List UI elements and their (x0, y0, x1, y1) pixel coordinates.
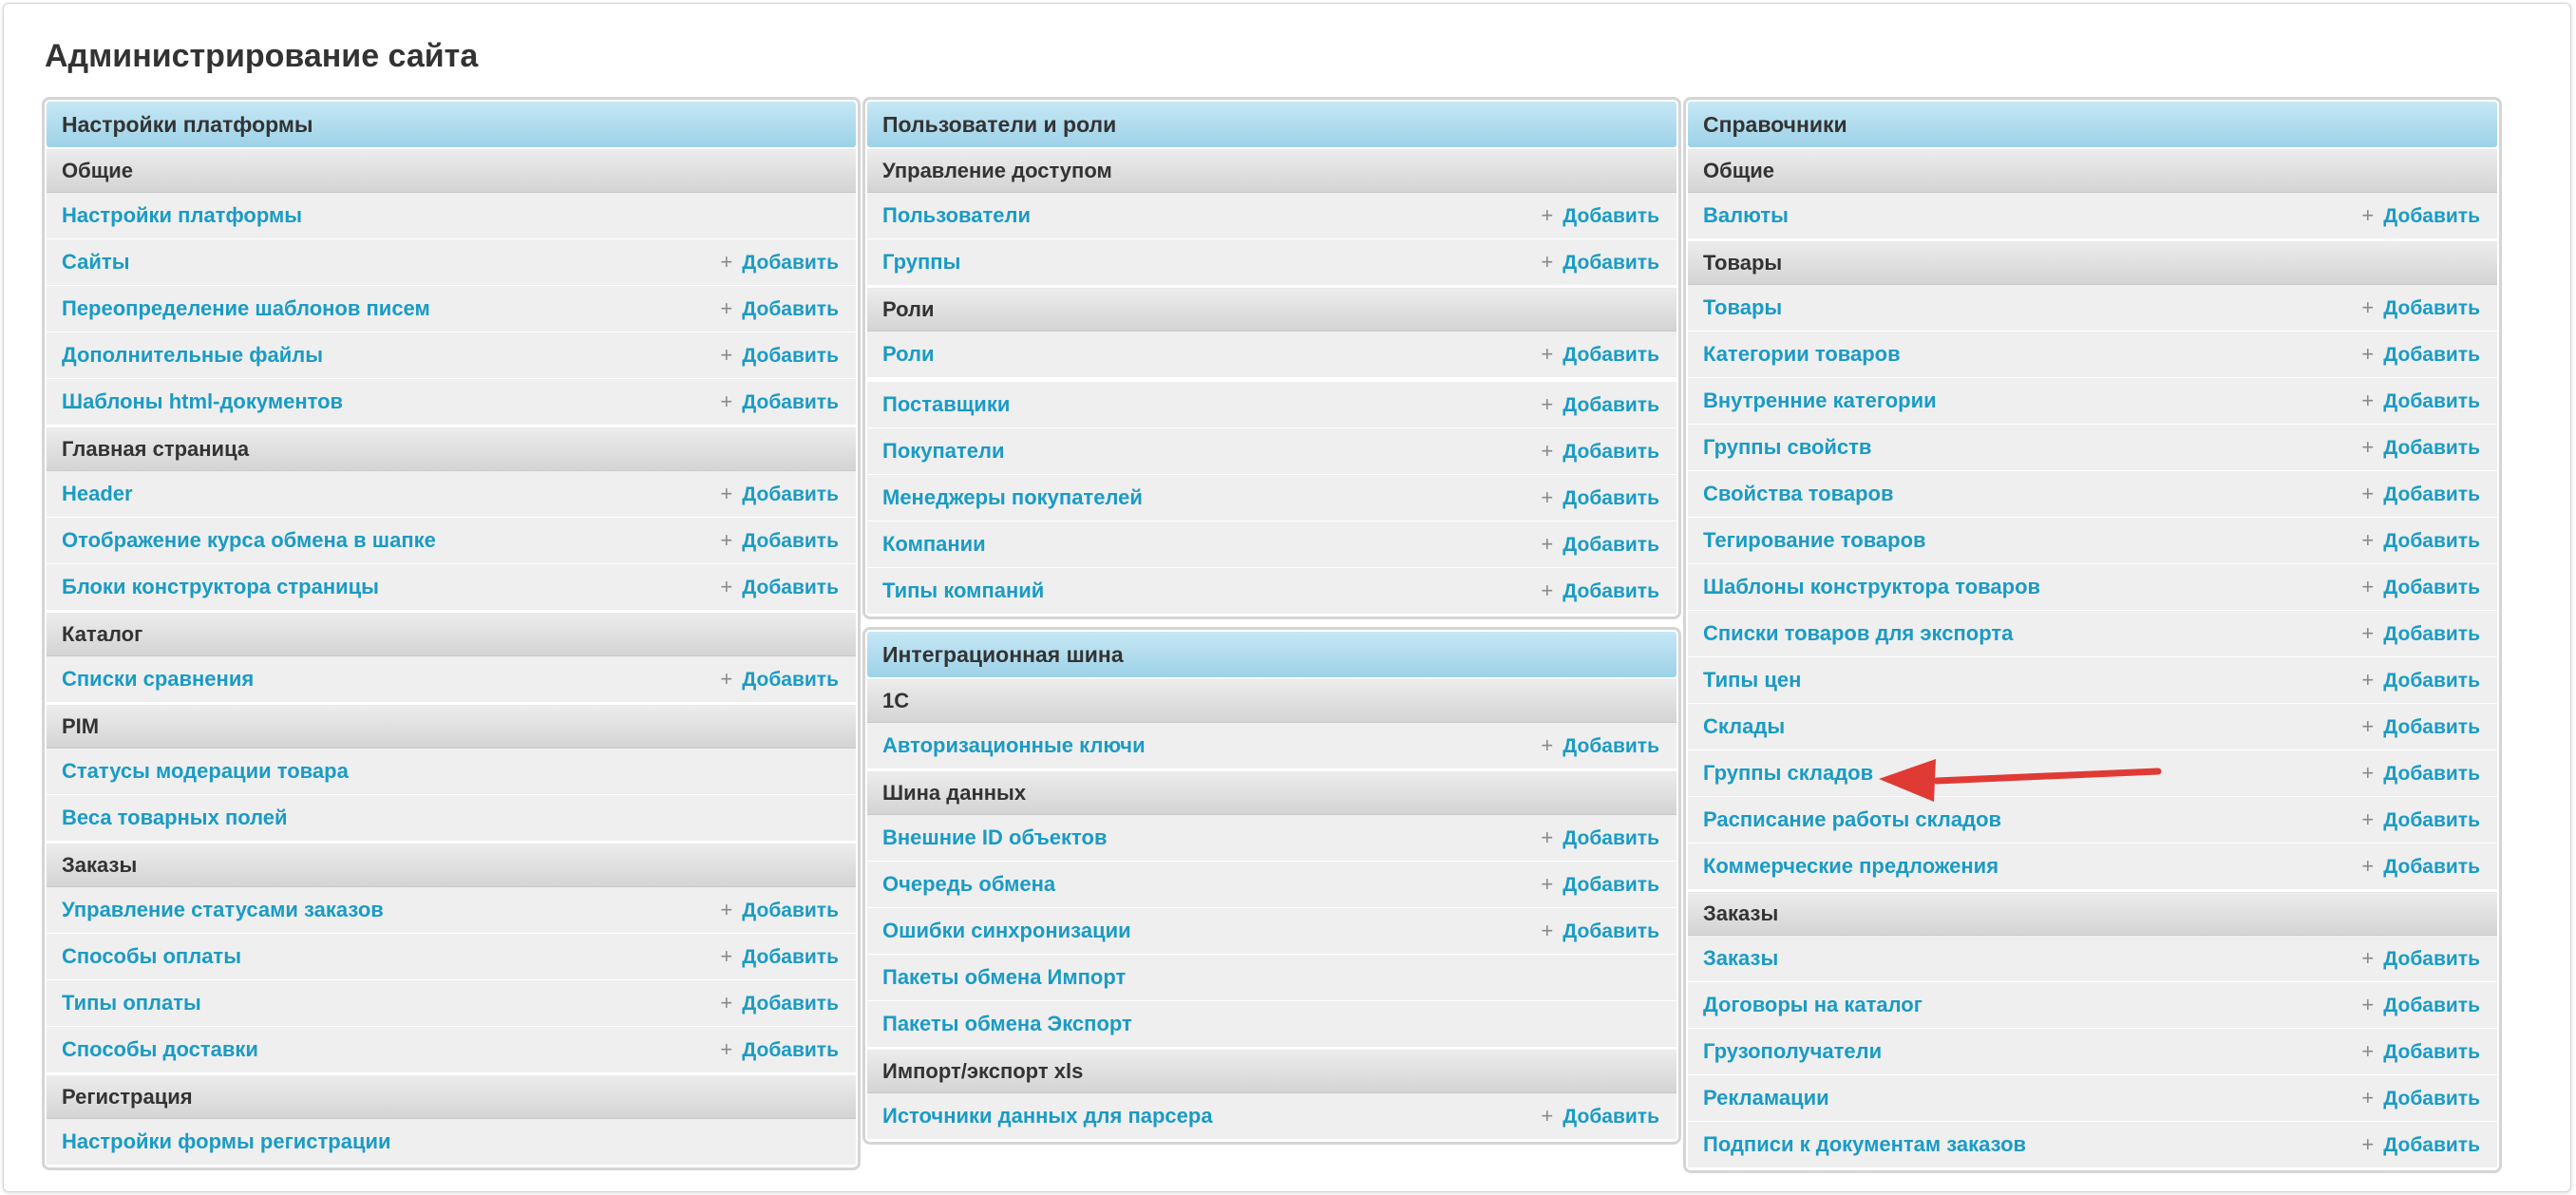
list-item (867, 522, 1676, 568)
plus-icon: + (720, 527, 733, 552)
add-label: Добавить (1563, 734, 1659, 757)
plus-icon: + (1541, 732, 1554, 757)
section-header: Роли (867, 288, 1676, 332)
plus-icon: + (720, 666, 733, 691)
plus-icon: + (720, 342, 733, 367)
add-button[interactable] (720, 564, 839, 611)
list-item (1688, 750, 2497, 797)
add-label: Добавить (2383, 343, 2480, 366)
add-button[interactable] (2361, 378, 2480, 425)
add-label: Добавить (742, 251, 839, 274)
list-item (867, 862, 1676, 908)
list-item (1688, 657, 2497, 704)
item-link-пакеты-обмена-экспорт[interactable]: Пакеты обмена Экспорт (882, 1012, 1132, 1035)
item-link-веса-товарных-полей[interactable]: Веса товарных полей (62, 806, 288, 829)
item-link-типы-компаний[interactable]: Типы компаний (882, 579, 1045, 602)
plus-icon: + (2361, 574, 2375, 598)
list-item (47, 286, 856, 332)
plus-icon: + (2361, 620, 2375, 645)
item-link-внешние-id-объектов[interactable]: Внешние ID объектов (882, 825, 1108, 849)
item-link-тегирование-товаров[interactable]: Тегирование товаров (1703, 528, 1926, 552)
plus-icon: + (720, 481, 733, 505)
list-item (867, 193, 1676, 239)
add-button[interactable] (2361, 704, 2480, 750)
item-link-типы-оплаты[interactable]: Типы оплаты (62, 991, 201, 1015)
add-button[interactable] (720, 656, 839, 703)
add-label: Добавить (2383, 576, 2480, 598)
add-label: Добавить (1563, 486, 1659, 509)
plus-icon: + (720, 249, 733, 274)
item-link-списки-сравнения[interactable]: Списки сравнения (62, 667, 255, 691)
item-link-роли[interactable]: Роли (882, 342, 935, 366)
list-item (1688, 1075, 2497, 1122)
plus-icon: + (2361, 1085, 2375, 1110)
plus-icon: + (2361, 713, 2375, 738)
add-label: Добавить (2383, 994, 2480, 1016)
item-link-отображение-курса-обмена-в-шапке[interactable]: Отображение курса обмена в шапке (62, 528, 436, 552)
add-button[interactable] (1541, 862, 1659, 908)
list-item (867, 382, 1676, 428)
add-label: Добавить (2383, 204, 2480, 227)
add-label: Добавить (2383, 947, 2480, 970)
section-каталог (47, 613, 856, 703)
column-references (1683, 97, 2502, 1181)
add-button[interactable] (1541, 522, 1659, 568)
add-button[interactable] (720, 934, 839, 980)
list-item (47, 934, 856, 980)
list-item (1688, 797, 2497, 844)
add-label: Добавить (2383, 622, 2480, 645)
plus-icon: + (2361, 945, 2375, 970)
list-item (47, 1027, 856, 1073)
section-главная-страница (47, 427, 856, 611)
add-label: Добавить (2383, 436, 2480, 459)
add-button[interactable] (2361, 844, 2480, 890)
column-users-integration (862, 97, 1681, 1152)
section-header: Регистрация (47, 1075, 856, 1119)
list-item (867, 475, 1676, 522)
add-label: Добавить (2383, 669, 2480, 692)
item-link-поставщики[interactable]: Поставщики (882, 392, 1011, 416)
panel-справочники (1683, 97, 2502, 1173)
add-label: Добавить (1563, 826, 1659, 849)
add-label: Добавить (742, 1038, 839, 1061)
item-link-настройки-формы-регистрации[interactable]: Настройки формы регистрации (62, 1129, 391, 1153)
item-link-группы[interactable]: Группы (882, 250, 961, 274)
add-label: Добавить (2383, 855, 2480, 878)
add-label: Добавить (2383, 529, 2480, 552)
add-button[interactable] (2361, 193, 2480, 239)
add-label: Добавить (742, 992, 839, 1015)
add-button[interactable] (1541, 568, 1659, 615)
list-item (47, 1119, 856, 1166)
add-label: Добавить (2383, 296, 2480, 319)
add-button[interactable] (1541, 332, 1659, 378)
add-button[interactable] (2361, 471, 2480, 518)
plus-icon: + (1541, 871, 1554, 896)
add-label: Добавить (2383, 389, 2480, 412)
add-label: Добавить (742, 899, 839, 921)
item-link-грузополучатели[interactable]: Грузополучатели (1703, 1039, 1883, 1063)
item-link-header[interactable]: Header (62, 482, 133, 505)
add-label: Добавить (2383, 808, 2480, 831)
list-item (1688, 518, 2497, 564)
plus-icon: + (720, 897, 733, 921)
plus-icon: + (1541, 484, 1554, 509)
list-item (47, 887, 856, 934)
add-button[interactable] (1541, 475, 1659, 522)
item-link-товары[interactable]: Товары (1703, 295, 1783, 319)
section-регистрация (47, 1075, 856, 1166)
section-header: Главная страница (47, 427, 856, 471)
item-link-подписи-к-документам-заказов[interactable]: Подписи к документам заказов (1703, 1132, 2027, 1156)
add-label: Добавить (1563, 873, 1659, 896)
plus-icon: + (2361, 527, 2375, 552)
item-link-группы-складов[interactable]: Группы складов (1703, 761, 1874, 785)
add-label: Добавить (1563, 251, 1659, 274)
list-item (47, 471, 856, 518)
add-label: Добавить (742, 297, 839, 320)
list-item (1688, 193, 2497, 239)
plus-icon: + (720, 574, 733, 598)
add-button[interactable] (2361, 285, 2480, 332)
plus-icon: + (2361, 1131, 2375, 1156)
plus-icon: + (720, 295, 733, 320)
add-label: Добавить (1563, 920, 1659, 942)
list-item (1688, 425, 2497, 471)
list-item (1688, 844, 2497, 890)
item-link-шаблоны-конструктора-товаров[interactable]: Шаблоны конструктора товаров (1703, 575, 2041, 598)
list-item (47, 239, 856, 286)
add-button[interactable] (1541, 908, 1659, 955)
add-button[interactable] (720, 471, 839, 518)
plus-icon: + (2361, 853, 2375, 878)
section-pim (47, 705, 856, 842)
list-item (47, 749, 856, 795)
panel-header: Пользователи и роли (867, 102, 1676, 147)
add-label: Добавить (742, 668, 839, 691)
item-link-списки-товаров-для-экспорта[interactable]: Списки товаров для экспорта (1703, 621, 2014, 645)
list-item (1688, 936, 2497, 982)
plus-icon: + (1541, 1103, 1554, 1128)
add-label: Добавить (1563, 440, 1659, 463)
plus-icon: + (2361, 806, 2375, 831)
list-item (1688, 704, 2497, 750)
list-item (1688, 611, 2497, 657)
item-link-сайты[interactable]: Сайты (62, 250, 130, 274)
section-header: Заказы (1688, 892, 2497, 936)
section-group (867, 382, 1676, 615)
plus-icon: + (720, 990, 733, 1015)
item-link-ошибки-синхронизации[interactable]: Ошибки синхронизации (882, 919, 1131, 942)
section-header: PIM (47, 705, 856, 749)
section-роли (867, 288, 1676, 378)
panel-header: Интеграционная шина (867, 632, 1676, 677)
item-link-шаблоны-html-документов[interactable]: Шаблоны html-документов (62, 389, 344, 413)
item-link-статусы-модерации-товара[interactable]: Статусы модерации товара (62, 759, 349, 783)
list-item (1688, 332, 2497, 378)
list-item (1688, 471, 2497, 518)
section-общие (1688, 149, 2497, 239)
section-заказы (47, 844, 856, 1073)
list-item (1688, 285, 2497, 332)
add-button[interactable] (1541, 239, 1659, 286)
plus-icon: + (720, 389, 733, 413)
item-link-управление-статусами-заказов[interactable]: Управление статусами заказов (62, 898, 384, 921)
list-item (867, 1093, 1676, 1140)
add-label: Добавить (1563, 343, 1659, 366)
add-label: Добавить (2383, 762, 2480, 785)
section-header: Каталог (47, 613, 856, 656)
section-header: Импорт/экспорт xls (867, 1050, 1676, 1093)
add-label: Добавить (742, 529, 839, 552)
section-общие (47, 149, 856, 426)
item-link-коммерческие-предложения[interactable]: Коммерческие предложения (1703, 854, 1999, 878)
list-item (867, 723, 1676, 769)
item-link-авторизационные-ключи[interactable]: Авторизационные ключи (882, 733, 1146, 757)
list-item (1688, 564, 2497, 611)
item-link-группы-свойств[interactable]: Группы свойств (1703, 435, 1872, 459)
list-item (47, 518, 856, 564)
list-item (47, 332, 856, 379)
list-item (47, 656, 856, 703)
add-label: Добавить (2383, 483, 2480, 505)
add-button[interactable] (1541, 815, 1659, 862)
plus-icon: + (2361, 1038, 2375, 1063)
item-link-валюты[interactable]: Валюты (1703, 203, 1789, 227)
plus-icon: + (2361, 667, 2375, 692)
plus-icon: + (2361, 481, 2375, 505)
plus-icon: + (2361, 760, 2375, 785)
plus-icon: + (1541, 531, 1554, 556)
add-button[interactable] (1541, 1093, 1659, 1140)
add-button[interactable] (720, 379, 839, 426)
list-item (47, 193, 856, 239)
list-item (867, 815, 1676, 862)
list-item (1688, 378, 2497, 425)
list-item (867, 428, 1676, 475)
item-link-категории-товаров[interactable]: Категории товаров (1703, 342, 1901, 366)
page-title: Администрирование сайта (45, 38, 479, 74)
item-link-источники-данных-для-парсера[interactable]: Источники данных для парсера (882, 1104, 1213, 1128)
plus-icon: + (2361, 341, 2375, 366)
plus-icon: + (2361, 202, 2375, 227)
panel-настройки-платформы (42, 97, 861, 1170)
add-button[interactable] (1541, 723, 1659, 769)
item-link-покупатели[interactable]: Покупатели (882, 439, 1005, 463)
section-header: 1С (867, 679, 1676, 723)
plus-icon: + (1541, 391, 1554, 416)
list-item (47, 795, 856, 842)
add-label: Добавить (1563, 1105, 1659, 1128)
add-label: Добавить (1563, 533, 1659, 556)
section-управление-доступом (867, 149, 1676, 286)
add-button[interactable] (1541, 428, 1659, 475)
section-шина-данных (867, 771, 1676, 1048)
admin-window (3, 3, 2571, 1192)
item-link-типы-цен[interactable]: Типы цен (1703, 668, 1802, 692)
item-link-свойства-товаров[interactable]: Свойства товаров (1703, 482, 1894, 505)
plus-icon: + (1541, 341, 1554, 366)
list-item (867, 1001, 1676, 1048)
item-link-очередь-обмена[interactable]: Очередь обмена (882, 872, 1056, 896)
item-link-пакеты-обмена-импорт[interactable]: Пакеты обмена Импорт (882, 965, 1127, 989)
plus-icon: + (1541, 249, 1554, 274)
add-label: Добавить (2383, 1040, 2480, 1063)
add-button[interactable] (720, 239, 839, 286)
plus-icon: + (2361, 992, 2375, 1016)
add-label: Добавить (1563, 393, 1659, 416)
list-item (1688, 982, 2497, 1029)
section-header: Заказы (47, 844, 856, 887)
add-button[interactable] (2361, 797, 2480, 844)
item-link-внутренние-категории[interactable]: Внутренние категории (1703, 389, 1937, 412)
add-button[interactable] (2361, 982, 2480, 1029)
list-item (867, 955, 1676, 1001)
plus-icon: + (1541, 825, 1554, 849)
add-button[interactable] (720, 518, 839, 564)
add-button[interactable] (1541, 193, 1659, 239)
add-button[interactable] (2361, 657, 2480, 704)
section-header: Товары (1688, 241, 2497, 285)
add-button[interactable] (720, 286, 839, 332)
list-item (47, 564, 856, 611)
item-link-способы-доставки[interactable]: Способы доставки (62, 1037, 258, 1061)
plus-icon: + (2361, 388, 2375, 412)
list-item (47, 980, 856, 1027)
panel-пользователи-и-роли (862, 97, 1681, 619)
item-link-склады[interactable]: Склады (1703, 714, 1786, 738)
section-1с (867, 679, 1676, 769)
item-link-рекламации[interactable]: Рекламации (1703, 1086, 1829, 1110)
add-label: Добавить (1563, 579, 1659, 602)
add-button[interactable] (720, 332, 839, 379)
item-link-блоки-конструктора-страницы[interactable]: Блоки конструктора страницы (62, 575, 379, 598)
add-label: Добавить (742, 483, 839, 505)
add-button[interactable] (2361, 564, 2480, 611)
item-link-пользователи[interactable]: Пользователи (882, 203, 1032, 227)
add-button[interactable] (2361, 750, 2480, 797)
plus-icon: + (720, 1036, 733, 1061)
item-link-способы-оплаты[interactable]: Способы оплаты (62, 944, 241, 968)
item-link-заказы[interactable]: Заказы (1703, 946, 1779, 970)
add-button[interactable] (2361, 611, 2480, 657)
add-label: Добавить (2383, 715, 2480, 738)
add-label: Добавить (742, 945, 839, 968)
add-button[interactable] (2361, 518, 2480, 564)
add-button[interactable] (2361, 1029, 2480, 1075)
add-button[interactable] (2361, 332, 2480, 378)
list-item (867, 332, 1676, 378)
panel-интеграционная-шина (862, 627, 1681, 1145)
add-button[interactable] (2361, 1122, 2480, 1168)
plus-icon: + (2361, 294, 2375, 319)
panel-header: Справочники (1688, 102, 2497, 147)
section-header: Общие (1688, 149, 2497, 193)
section-заказы (1688, 892, 2497, 1168)
add-button[interactable] (2361, 425, 2480, 471)
plus-icon: + (720, 943, 733, 968)
plus-icon: + (1541, 202, 1554, 227)
plus-icon: + (1541, 578, 1554, 602)
add-label: Добавить (2383, 1087, 2480, 1110)
panel-header: Настройки платформы (47, 102, 856, 147)
list-item (1688, 1029, 2497, 1075)
item-link-дополнительные-файлы[interactable]: Дополнительные файлы (62, 343, 324, 367)
item-link-менеджеры-покупателей[interactable]: Менеджеры покупателей (882, 485, 1143, 509)
item-link-переопределение-шаблонов-писем[interactable]: Переопределение шаблонов писем (62, 296, 430, 320)
add-button[interactable] (720, 980, 839, 1027)
section-header: Шина данных (867, 771, 1676, 815)
plus-icon: + (1541, 438, 1554, 463)
add-button[interactable] (2361, 1075, 2480, 1122)
list-item (867, 568, 1676, 615)
add-button[interactable] (1541, 382, 1659, 428)
section-header: Управление доступом (867, 149, 1676, 193)
list-item (47, 379, 856, 426)
plus-icon: + (1541, 918, 1554, 942)
add-label: Добавить (742, 576, 839, 598)
item-link-договоры-на-каталог[interactable]: Договоры на каталог (1703, 993, 1923, 1016)
section-товары (1688, 241, 2497, 890)
add-label: Добавить (2383, 1133, 2480, 1156)
item-link-настройки-платформы[interactable]: Настройки платформы (62, 203, 303, 227)
item-link-компании[interactable]: Компании (882, 532, 986, 556)
add-label: Добавить (742, 344, 839, 367)
add-button[interactable] (2361, 936, 2480, 982)
add-button[interactable] (720, 887, 839, 934)
add-label: Добавить (742, 390, 839, 413)
add-button[interactable] (720, 1027, 839, 1073)
plus-icon: + (2361, 434, 2375, 459)
add-label: Добавить (1563, 204, 1659, 227)
list-item (867, 239, 1676, 286)
section-header: Общие (47, 149, 856, 193)
section-импорт-экспорт-xls (867, 1050, 1676, 1140)
list-item (867, 908, 1676, 955)
column-platform (42, 97, 861, 1178)
list-item (1688, 1122, 2497, 1168)
item-link-расписание-работы-складов[interactable]: Расписание работы складов (1703, 807, 2002, 831)
